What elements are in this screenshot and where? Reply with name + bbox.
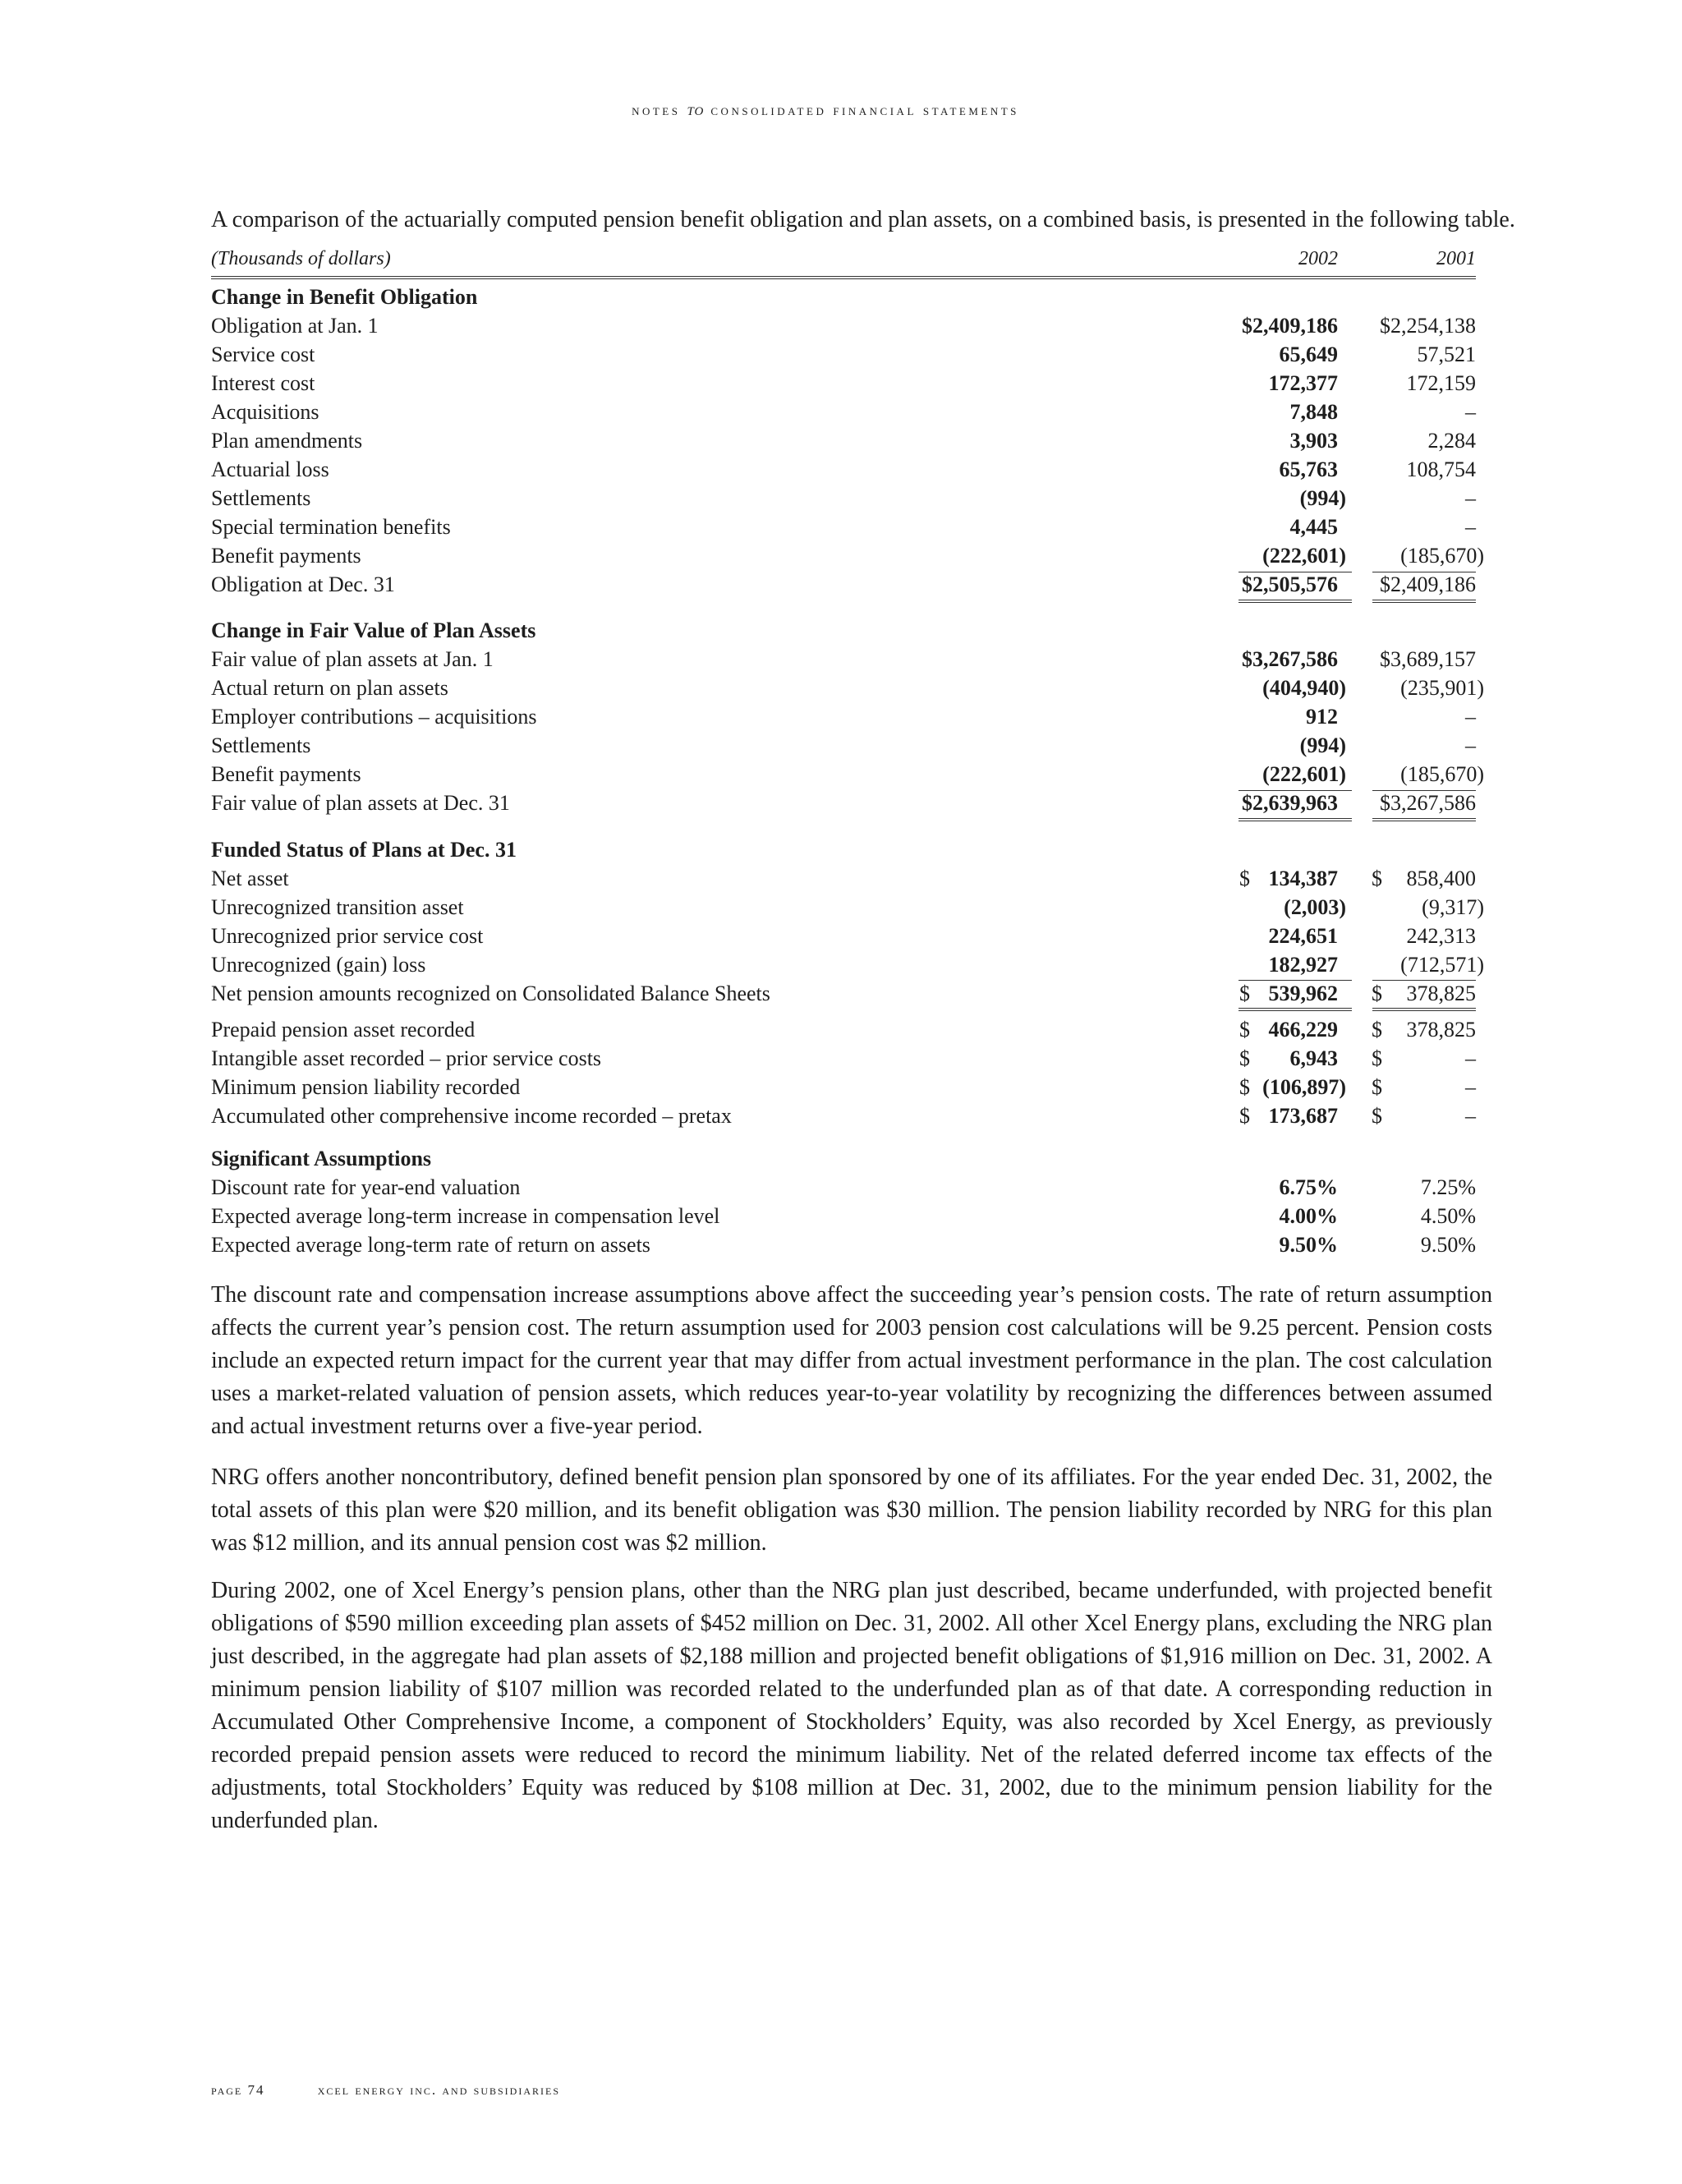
table-row [211,311,1476,340]
running-head-pre: notes [632,102,681,118]
table-row [211,864,1476,893]
company-name: xcel energy inc. and subsidiaries [317,2082,560,2098]
value-2002: 134,387 [1268,867,1338,890]
table-row [211,1015,1476,1044]
value-2002: 6,943 [1289,1046,1338,1070]
table-row [211,1202,1476,1230]
table-row [211,922,1476,950]
row-label: Plan amendments [211,429,363,453]
section-title: Significant Assumptions [211,1147,432,1170]
total-double-rule-2001 [1372,1008,1476,1011]
table-row [211,1044,1476,1073]
running-head-italic: to [687,99,705,119]
header-double-rule [211,276,1476,279]
table-row [211,893,1484,922]
intro-sentence: A comparison of the actuarially computed pension benefit obligation and plan assets, on a combined basis, is presented in the following table. [211,207,1515,232]
value-2001: 378,825 [1406,1018,1476,1041]
dollar-sign-2001: $ [1372,1046,1382,1070]
row-label: Benefit payments [211,544,361,568]
table-row [211,426,1476,455]
row-label: Benefit payments [211,762,361,786]
subtotal-rule-2001 [1372,980,1476,981]
table-row [211,484,1476,513]
total-double-rule-2001 [1372,600,1476,603]
table-row [211,731,1476,760]
row-label: Settlements [211,486,311,510]
subtotal-rule-2002 [1239,790,1352,791]
plan-assets-rows [211,645,1484,817]
value-2001: $3,689,157 [1380,647,1476,671]
row-label: Expected average long-term increase in compensation level [211,1204,720,1228]
page-footer [211,2082,608,2099]
table-row [211,674,1484,702]
row-label: Fair value of plan assets at Dec. 31 [211,791,510,815]
row-label: Unrecognized prior service cost [211,924,484,948]
table-row [211,950,1484,979]
total-double-rule-2002 [1239,1008,1352,1011]
value-2001: 9.50% [1420,1233,1476,1257]
value-2001: – [1465,400,1476,424]
value-2002: (994) [1299,486,1346,510]
value-2001: – [1465,733,1476,757]
row-label: Employer contributions – acquisitions [211,705,537,729]
value-2002: (222,601) [1262,544,1346,568]
row-label: Actual return on plan assets [211,676,448,700]
dollar-sign-2002: $ [1239,1018,1250,1041]
value-2002: (106,897) [1262,1075,1346,1099]
value-2002: 172,377 [1268,371,1338,395]
value-2001: – [1465,705,1476,729]
value-2002: $2,505,576 [1242,572,1338,596]
plan-assets-section [211,616,1484,817]
funded-status-section [211,835,1484,1008]
table-row [211,1073,1476,1101]
subtotal-rule-2001 [1372,790,1476,791]
total-double-rule-2002 [1239,600,1352,603]
value-2001: (185,670) [1400,762,1484,786]
row-label: Intangible asset recorded – prior service costs [211,1046,602,1070]
value-2001: 4.50% [1420,1204,1476,1228]
value-2001: 108,754 [1406,457,1476,481]
running-head-post: consolidated financial statements [710,102,1019,118]
row-label: Obligation at Jan. 1 [211,314,379,338]
table-row [211,541,1484,570]
paragraph-discount-rate: The discount rate and compensation increase assumptions above affect the succeeding year’s pension costs. The rate of return assumption affects the current year’s pension cost. The return assumption used for 2003 pension cost calculations will be 9.25 percent. Pension costs include an expected return impact for the current year that may differ from actual investment performance in the plan. The cost calculation uses a market-related valuation of pension assets, which reduces year-to-year volatility by recognizing the differences between assumed and actual investment returns over a five-year period. [211,1282,1492,1439]
value-2001: – [1465,486,1476,510]
assumptions-rows [211,1173,1476,1259]
value-2002: $3,267,586 [1242,647,1338,671]
value-2001: (185,670) [1400,544,1484,568]
row-label: Expected average long-term rate of return on assets [211,1233,650,1257]
row-label: Interest cost [211,371,315,395]
value-2001: – [1465,1104,1476,1128]
value-2002: (994) [1299,733,1346,757]
dollar-sign-2001: $ [1372,1018,1382,1041]
value-2001: – [1465,1046,1476,1070]
dollar-sign-2002: $ [1239,1046,1250,1070]
paragraph-nrg-plan: NRG offers another noncontributory, defined benefit pension plan sponsored by one of its affiliates. For the year ended Dec. 31, 2002, the total assets of this plan were $20 million, and its benefit obligation was $30 million. The pension liability recorded by NRG for this plan was $12 million, and its annual pension cost was $2 million. [211,1464,1492,1556]
benefit-obligation-rows [211,311,1484,599]
row-label: Actuarial loss [211,457,329,481]
value-2002: (2,003) [1284,895,1346,919]
value-2001: 378,825 [1406,982,1476,1005]
table-row [211,398,1476,426]
total-double-rule-2002 [1239,818,1352,821]
value-2001: (235,901) [1400,676,1484,700]
table-row [211,789,1476,817]
table-row [211,513,1476,541]
row-label: Unrecognized (gain) loss [211,953,426,977]
row-label: Unrecognized transition asset [211,895,464,919]
table-row [211,340,1476,369]
row-label: Obligation at Dec. 31 [211,572,395,596]
value-2002: 182,927 [1268,953,1338,977]
value-2001: $3,267,586 [1380,791,1476,815]
table-row [211,760,1484,789]
value-2001: (9,317) [1422,895,1484,919]
value-2002: 539,962 [1268,982,1338,1005]
dollar-sign-2001: $ [1372,867,1382,890]
value-2002: $2,409,186 [1242,314,1338,338]
running-head [0,99,1651,120]
value-2001: – [1465,515,1476,539]
funded-status-rows [211,864,1484,1008]
value-2001: 57,521 [1417,343,1476,366]
column-header-2001: 2001 [1436,248,1476,269]
value-2002: 3,903 [1289,429,1338,453]
row-label: Acquisitions [211,400,319,424]
assumptions-section [211,1144,1476,1259]
table-row [211,1173,1476,1202]
dollar-sign-2001: $ [1372,982,1382,1005]
value-2001: 2,284 [1427,429,1476,453]
row-label: Net pension amounts recognized on Consolidated Balance Sheets [211,982,770,1005]
value-2001: 172,159 [1406,371,1476,395]
section-title: Funded Status of Plans at Dec. 31 [211,838,517,862]
value-2002: 9.50% [1279,1233,1338,1257]
table-row [211,1230,1476,1259]
table-row [211,979,1476,1008]
total-double-rule-2001 [1372,818,1476,821]
dollar-sign-2002: $ [1239,1075,1250,1099]
value-2002: 173,687 [1268,1104,1338,1128]
dollar-sign-2001: $ [1372,1104,1382,1128]
row-label: Service cost [211,343,315,366]
dollar-sign-2002: $ [1239,982,1250,1005]
row-label: Settlements [211,733,311,757]
column-header-2002: 2002 [1298,248,1338,269]
value-2001: (712,571) [1400,953,1484,977]
table-row [211,702,1476,731]
section-title: Change in Fair Value of Plan Assets [211,618,536,642]
value-2002: 4,445 [1289,515,1338,539]
value-2002: 4.00% [1279,1204,1338,1228]
dollar-sign-2002: $ [1239,1104,1250,1128]
value-2002: 65,763 [1279,457,1338,481]
value-2002: 65,649 [1279,343,1338,366]
dollar-sign-2001: $ [1372,1075,1382,1099]
value-2001: $2,409,186 [1380,572,1476,596]
table-row [211,455,1476,484]
paragraph-underfunded-plan: During 2002, one of Xcel Energy’s pension plans, other than the NRG plan just described, became underfunded, with projected benefit obligations of $590 million exceeding plan assets of $452 million on Dec. 31, 2002. All other Xcel Energy plans, excluding the NRG plan just described, in the aggregate had plan assets of $2,188 million and projected benefit obligations of $1,916 million on Dec. 31, 2002. A minimum pension liability of $107 million was recorded related to the underfunded plan as of that date. A corresponding reduction in Accumulated Other Comprehensive Income, a component of Stockholders’ Equity, was also recorded by Xcel Energy, as previously recorded prepaid pension assets were reduced to record the minimum liability. Net of the related deferred income tax effects of the adjustments, total Stockholders’ Equity was reduced by $108 million at Dec. 31, 2002, due to the minimum pension liability for the underfunded plan. [211,1578,1492,1833]
unit-label: (Thousands of dollars) [211,248,391,269]
page-number: page 74 [211,2082,265,2098]
value-2001: 242,313 [1406,924,1476,948]
value-2002: 466,229 [1268,1018,1338,1041]
value-2002: (404,940) [1262,676,1346,700]
benefit-obligation-section [211,283,1484,599]
table-row [211,369,1476,398]
recorded-amounts-section [211,1015,1476,1130]
value-2001: $2,254,138 [1380,314,1476,338]
value-2002: 6.75% [1279,1175,1338,1199]
row-label: Prepaid pension asset recorded [211,1018,476,1041]
row-label: Accumulated other comprehensive income recorded – pretax [211,1104,732,1128]
value-2002: 912 [1306,705,1338,729]
row-label: Special termination benefits [211,515,451,539]
subtotal-rule-2002 [1239,980,1352,981]
value-2001: 7.25% [1420,1175,1476,1199]
table-header [211,248,1476,278]
row-label: Net asset [211,867,289,890]
section-title: Change in Benefit Obligation [211,285,478,309]
row-label: Fair value of plan assets at Jan. 1 [211,647,494,671]
value-2002: $2,639,963 [1242,791,1338,815]
recorded-rows [211,1015,1476,1130]
table-row [211,570,1476,599]
value-2001: 858,400 [1406,867,1476,890]
row-label: Discount rate for year-end valuation [211,1175,521,1199]
table-row [211,645,1476,674]
dollar-sign-2002: $ [1239,867,1250,890]
table-row [211,1101,1476,1130]
value-2002: 7,848 [1289,400,1338,424]
row-label: Minimum pension liability recorded [211,1075,521,1099]
value-2002: (222,601) [1262,762,1346,786]
value-2002: 224,651 [1268,924,1338,948]
value-2001: – [1465,1075,1476,1099]
